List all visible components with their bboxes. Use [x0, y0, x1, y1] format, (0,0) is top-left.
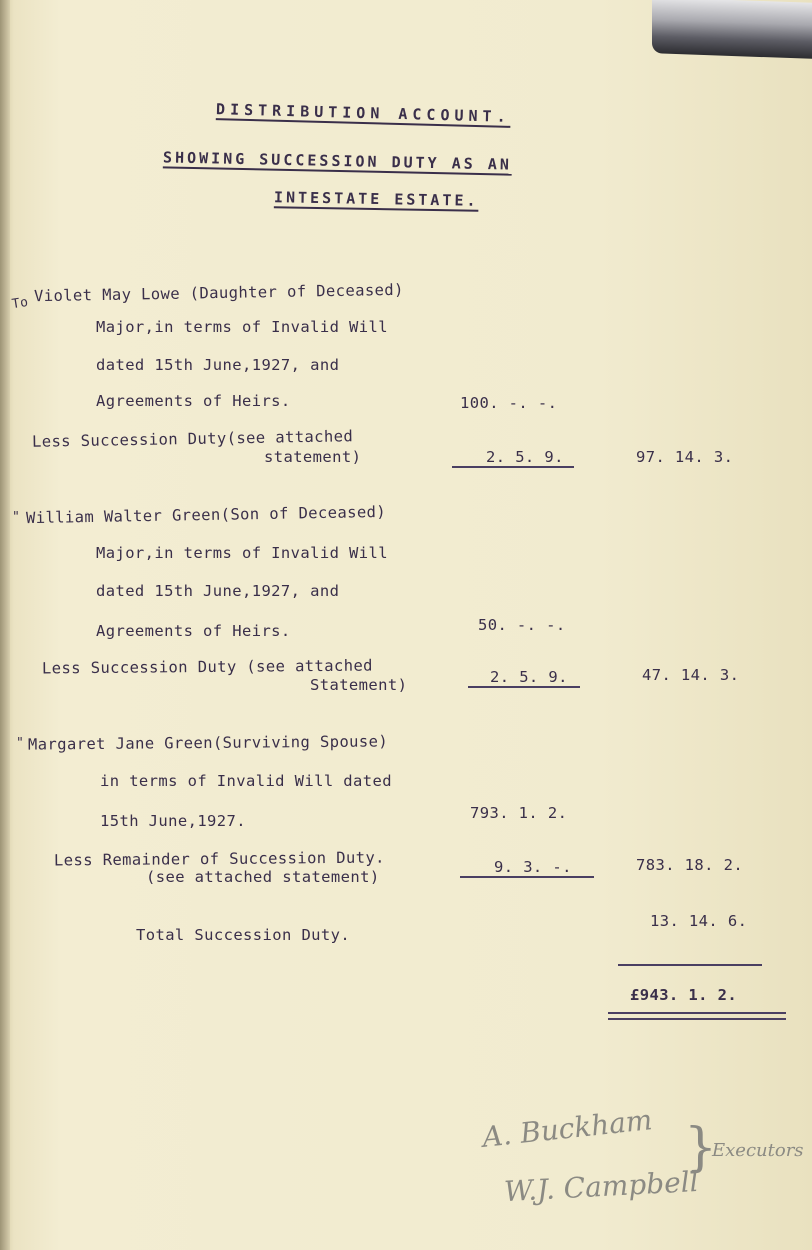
entry-2-duty-rule: [468, 686, 580, 688]
entry-3-net: 783. 18. 2.: [636, 856, 744, 874]
executors-label: Executors: [712, 1140, 804, 1161]
signature-brace: }: [684, 1118, 718, 1178]
entry-1-less-line1: Less Succession Duty(see attached: [31, 427, 354, 451]
entry-1-line4: Agreements of Heirs.: [96, 392, 291, 410]
entry-2-less-line2: Statement): [310, 676, 408, 694]
entry-3-name: Margaret Jane Green(Surviving Spouse): [27, 732, 389, 754]
entry-prefix: To: [10, 294, 30, 313]
entry-3-less-line1: Less Remainder of Succession Duty.: [53, 848, 385, 870]
entry-2-line2: Major,in terms of Invalid Will: [96, 544, 388, 562]
entry-2-duty: 2. 5. 9.: [490, 668, 568, 686]
document-title: DISTRIBUTION ACCOUNT.: [215, 100, 511, 126]
entry-1-name: Violet May Lowe (Daughter of Deceased): [33, 280, 404, 306]
entry-1-duty-rule: [452, 466, 574, 468]
total-duty-label: Total Succession Duty.: [136, 926, 351, 944]
entry-3-less-line2: (see attached statement): [146, 868, 380, 886]
entry-3-amount: 793. 1. 2.: [470, 804, 568, 822]
signature-1: A. Buckham: [480, 1103, 654, 1154]
entry-2-name: William Walter Green(Son of Deceased): [25, 502, 387, 528]
subtitle-line-2: INTESTATE ESTATE.: [273, 188, 479, 210]
total-duty-value: 13. 14. 6.: [650, 912, 748, 930]
entry-1-line2: Major,in terms of Invalid Will: [96, 318, 388, 336]
page-edge: [0, 0, 10, 1250]
metal-clip: [652, 0, 812, 59]
entry-3-duty-rule: [460, 876, 594, 878]
double-rule-top: [608, 1012, 786, 1014]
entry-prefix: ": [12, 510, 21, 525]
entry-2-less-line1: Less Succession Duty (see attached: [41, 656, 373, 678]
entry-3-duty: 9. 3. -.: [494, 858, 572, 876]
subtitle-line-1: SHOWING SUCCESSION DUTY AS AN: [162, 148, 513, 174]
entry-1-duty: 2. 5. 9.: [486, 448, 564, 466]
entry-1-amount: 100. -. -.: [460, 394, 558, 412]
entry-1-line3: dated 15th June,1927, and: [96, 356, 340, 374]
entry-1-net: 97. 14. 3.: [636, 448, 734, 466]
entry-2-line4: Agreements of Heirs.: [96, 622, 291, 640]
entry-3-line3: 15th June,1927.: [100, 812, 246, 830]
double-rule-bottom: [608, 1018, 786, 1020]
entry-2-amount: 50. -. -.: [478, 616, 566, 634]
entry-2-line3: dated 15th June,1927, and: [96, 582, 340, 600]
entry-3-line2: in terms of Invalid Will dated: [100, 772, 392, 790]
sum-rule: [618, 964, 762, 966]
entry-2-net: 47. 14. 3.: [642, 666, 740, 684]
entry-prefix: ": [16, 736, 25, 751]
entry-1-less-line2: statement): [264, 448, 362, 466]
signature-2: W.J. Campbell: [503, 1164, 700, 1209]
grand-total: £943. 1. 2.: [630, 986, 738, 1004]
